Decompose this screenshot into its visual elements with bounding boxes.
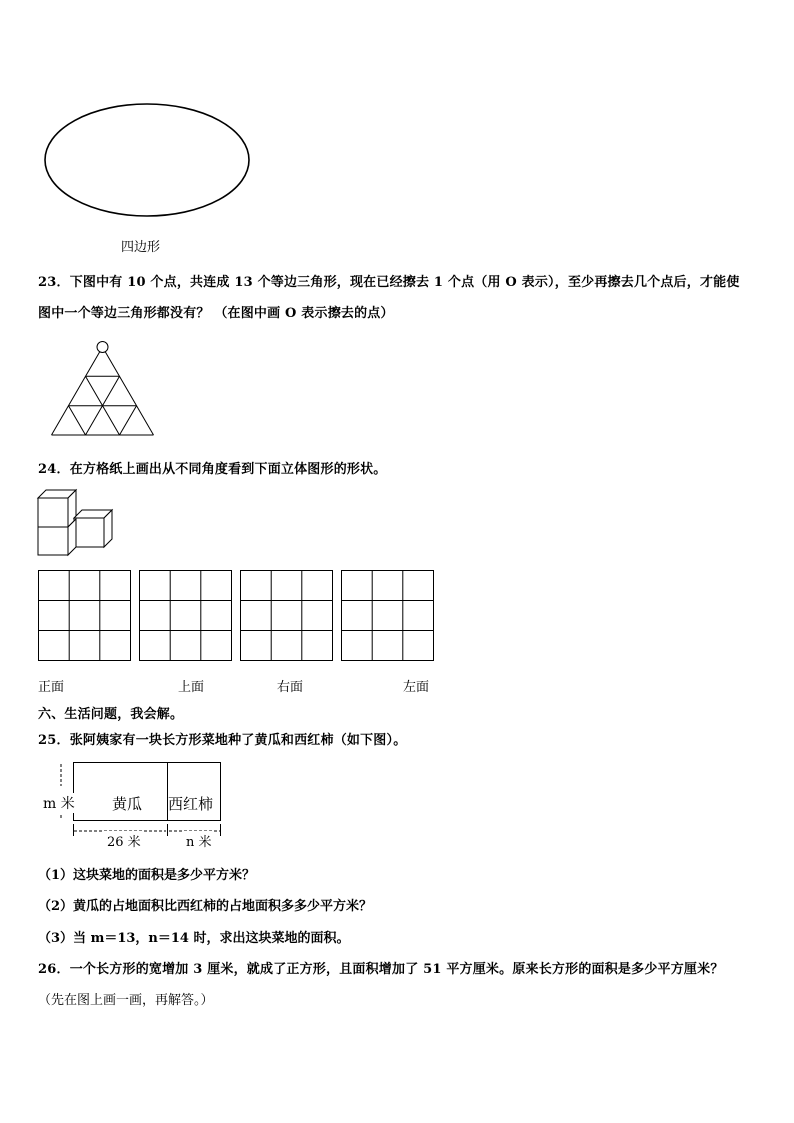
question-25-sub-1: （1）这块菜地的面积是多少平方米？ xyxy=(38,868,256,883)
grid-label-top: 上面 xyxy=(178,680,205,695)
cube-figure xyxy=(36,488,116,558)
left-width-label: 26 米 xyxy=(104,831,144,850)
grid-label-front: 正面 xyxy=(38,680,65,695)
grid-right[interactable] xyxy=(240,570,334,662)
question-23-line-1: 23．下图中有 10 个点，共连成 13 个等边三角形，现在已经擦去 1 个点（用 O 表示），至少再擦去几个点后，才能使 xyxy=(38,275,740,290)
triangle-dot-figure xyxy=(50,340,160,440)
tomato-label: 西红柿 xyxy=(168,795,214,813)
grid-label-left: 左面 xyxy=(403,680,430,695)
grid-front[interactable] xyxy=(38,570,132,662)
question-25-sub-2: （2）黄瓜的占地面积比西红柿的占地面积多多少平方米？ xyxy=(38,899,373,914)
question-26-line-2: （先在图上画一画，再解答。） xyxy=(38,993,214,1008)
question-25-sub-3: （3）当 m＝13，n＝14 时，求出这块菜地的面积。 xyxy=(38,931,350,946)
question-25-text: 25．张阿姨家有一块长方形菜地种了黄瓜和西红柿（如下图）。 xyxy=(38,733,407,748)
right-width-label: n 米 xyxy=(184,831,214,850)
ellipse-figure xyxy=(44,103,252,221)
erased-point-circle xyxy=(97,342,108,353)
grid-top[interactable] xyxy=(139,570,233,662)
height-label: m 米 xyxy=(42,793,76,813)
section-6-heading: 六、生活问题，我会解。 xyxy=(38,707,184,722)
question-23-line-2: 图中一个等边三角形都没有？ （在图中画 O 表示擦去的点） xyxy=(38,306,394,321)
grid-left[interactable] xyxy=(341,570,435,662)
ellipse-label: 四边形 xyxy=(121,240,161,255)
grid-label-right: 右面 xyxy=(277,680,304,695)
question-24-text: 24．在方格纸上画出从不同角度看到下面立体图形的形状。 xyxy=(38,462,387,477)
ellipse-shape xyxy=(45,104,249,216)
cucumber-label: 黄瓜 xyxy=(112,795,143,813)
question-26-line-1: 26．一个长方形的宽增加 3 厘米，就成了正方形，且面积增加了 51 平方厘米。原来长方形的面积是多少平方厘米？ xyxy=(38,962,724,977)
